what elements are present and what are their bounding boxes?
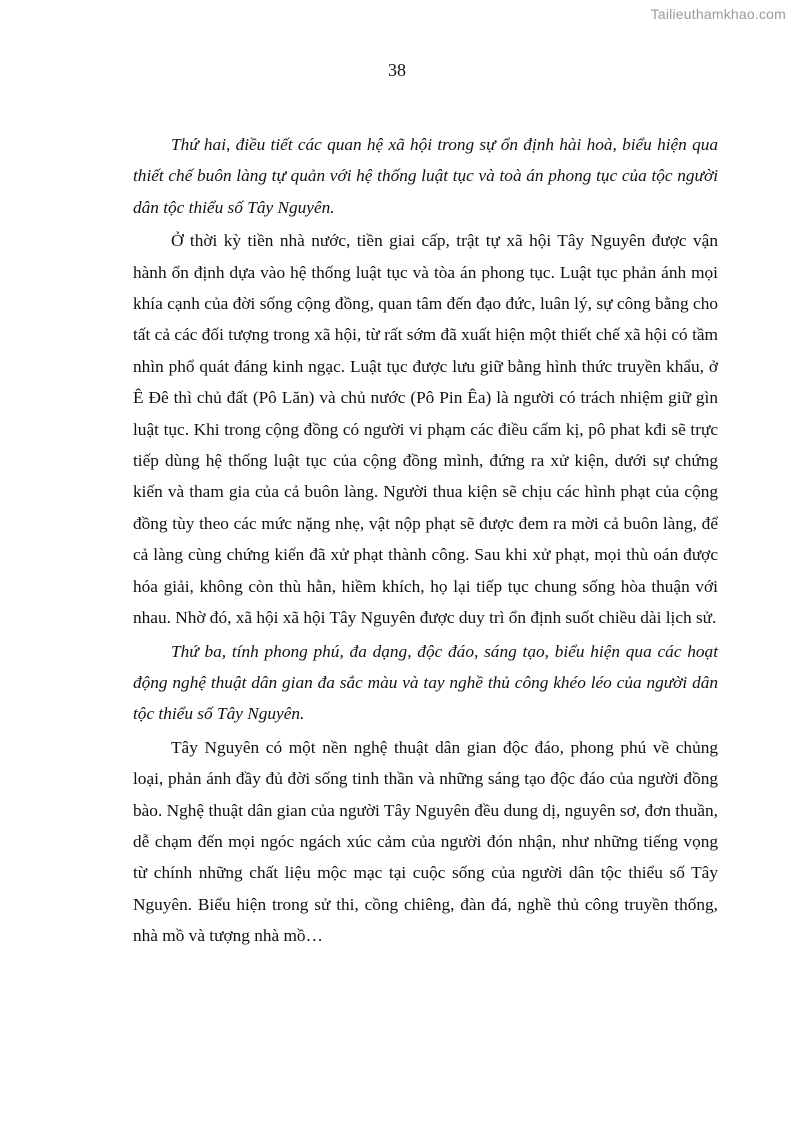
- paragraph-body: Tây Nguyên có một nền nghệ thuật dân gian độc đáo, phong phú về chủng loại, phản ánh đầy đủ đời sống tinh thần và những sáng tạo độc đáo của người đồng bào. Nghệ thuật dân gian của người Tây Nguyên đều dung dị, nguyên sơ, đơn thuần, dễ chạm đến mọi ngóc ngách xúc cảm của người đón nhận, như những tiếng vọng từ chính những chất liệu mộc mạc tại cuộc sống của người dân tộc thiểu số Tây Nguyên. Biểu hiện trong sử thi, cồng chiêng, đàn đá, nghề thủ công truyền thống, nhà mồ và tượng nhà mồ…: [133, 737, 718, 946]
- paragraph-heading-2: Thứ hai, điều tiết các quan hệ xã hội trong sự ổn định hài hoà, biểu hiện qua thiết chế buôn làng tự quản với hệ thống luật tục và toà án phong tục của tộc người dân tộc thiểu số Tây Nguyên.: [133, 135, 718, 217]
- watermark: Tailieuthamkhao.com: [650, 6, 786, 22]
- page-number: 38: [388, 60, 406, 80]
- paragraph-heading-3: Thứ ba, tính phong phú, đa dạng, độc đáo, sáng tạo, biểu hiện qua các hoạt động nghệ thuật dân gian đa sắc màu và tay nghề thủ công khéo léo của người dân tộc thiểu số Tây Nguyên.: [133, 641, 718, 724]
- paragraph-body: Ở thời kỳ tiền nhà nước, tiền giai cấp, trật tự xã hội Tây Nguyên được vận hành ổn định dựa vào hệ thống luật tục và tòa án phong tục. Luật tục phản ánh mọi khía cạnh của đời sống cộng đồng, quan tâm đến đạo đức, luân lý, sự công bằng cho tất cả các đối tượng trong xã hội, từ rất sớm đã xuất hiện một thiết chế xã hội có tầm nhìn phổ quát đáng kinh ngạc. Luật tục được lưu giữ bằng hình thức truyền khẩu, ở Ê Đê thì chủ đất (Pô Lăn) và chủ nước (Pô Pin Êa) là người có trách nhiệm giữ gìn luật tục. Khi trong cộng đồng có người vi phạm các điều cấm kị, pô phat kđi sẽ trực tiếp dùng hệ thống luật tục của cộng đồng mình, đứng ra xử kiện, dưới sự chứng kiến và tham gia của cả buôn làng. Người thua kiện sẽ chịu các hình phạt của cộng đồng tùy theo các mức nặng nhẹ, vật nộp phạt sẽ được đem ra mời cả buôn làng, để cả làng cùng chứng kiến đã xử phạt thành công. Sau khi xử phạt, mọi thù oán được hóa giải, không còn thù hằn, hiềm khích, họ lại tiếp tục chung sống hòa thuận với nhau. Nhờ đó, xã hội xã hội Tây Nguyên được duy trì ổn định suốt chiều dài lịch sử.: [133, 231, 718, 628]
- document-body: [133, 129, 718, 952]
